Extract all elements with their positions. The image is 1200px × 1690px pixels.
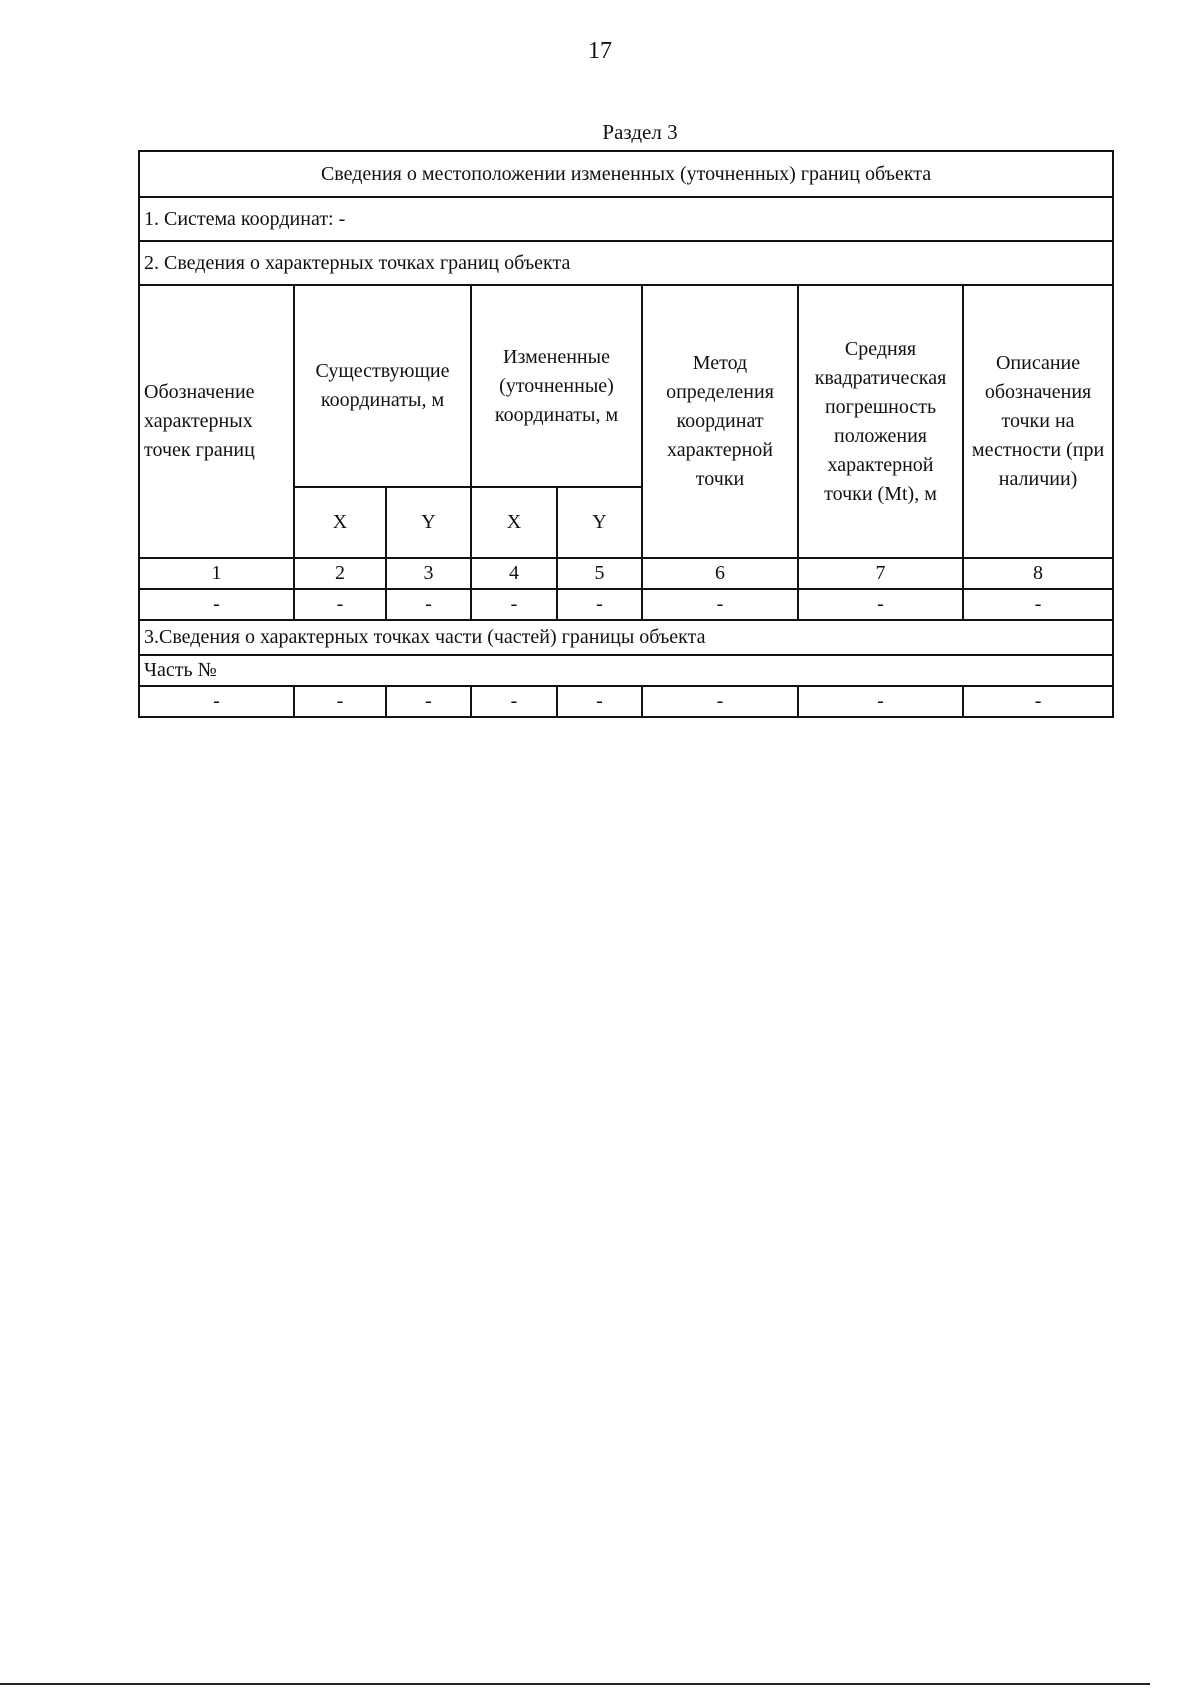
table-cell: -	[798, 686, 963, 717]
table-cell: -	[471, 589, 557, 620]
section-title: Раздел 3	[602, 120, 678, 144]
header-changed: Измененные (уточненные) координаты, м	[471, 285, 642, 487]
table-cell: -	[557, 686, 642, 717]
table-cell: -	[386, 686, 471, 717]
table-cell: -	[963, 589, 1113, 620]
table-row	[139, 589, 1113, 620]
page-bottom-rule	[0, 1683, 1150, 1685]
parts-heading: 3.Сведения о характерных точках части (частей) границы объекта	[139, 620, 1113, 655]
parts-heading-row	[139, 620, 1113, 655]
table-title: Сведения о местоположении измененных (уточненных) границ объекта	[139, 151, 1113, 197]
table-cell: -	[557, 589, 642, 620]
table-cell: -	[294, 589, 386, 620]
table-cell: -	[798, 589, 963, 620]
header-changed-y: Y	[557, 487, 642, 558]
part-label: Часть №	[139, 655, 1113, 686]
column-numbers-row	[139, 558, 1113, 589]
column-number: 8	[963, 558, 1113, 589]
header-method: Метод определения координат характерной точки	[642, 285, 798, 558]
header-designation: Обозначение характерных точек границ	[139, 285, 294, 558]
table-cell: -	[471, 686, 557, 717]
header-existing-x: X	[294, 487, 386, 558]
coord-system-row	[139, 197, 1113, 241]
header-error: Средняя квадратическая погрешность положения характерной точки (Mt), м	[798, 285, 963, 558]
table-title-row	[139, 151, 1113, 197]
table-cell: -	[294, 686, 386, 717]
table-cell: -	[642, 686, 798, 717]
column-number: 7	[798, 558, 963, 589]
header-existing: Существующие координаты, м	[294, 285, 471, 487]
table-cell: -	[139, 589, 294, 620]
column-number: 2	[294, 558, 386, 589]
table-row	[139, 686, 1113, 717]
table-cell: -	[139, 686, 294, 717]
table-cell: -	[642, 589, 798, 620]
table-cell: -	[963, 686, 1113, 717]
column-number: 1	[139, 558, 294, 589]
column-number: 3	[386, 558, 471, 589]
header-row	[139, 285, 1113, 487]
column-number: 5	[557, 558, 642, 589]
boundary-table	[138, 150, 1114, 718]
header-existing-y: Y	[386, 487, 471, 558]
coord-system: 1. Система координат: -	[139, 197, 1113, 241]
column-number: 6	[642, 558, 798, 589]
points-heading: 2. Сведения о характерных точках границ объекта	[139, 241, 1113, 285]
column-number: 4	[471, 558, 557, 589]
part-label-row	[139, 655, 1113, 686]
page-number: 17	[588, 38, 612, 64]
table-cell: -	[386, 589, 471, 620]
header-changed-x: X	[471, 487, 557, 558]
header-description: Описание обозначения точки на местности (при наличии)	[963, 285, 1113, 558]
points-heading-row	[139, 241, 1113, 285]
